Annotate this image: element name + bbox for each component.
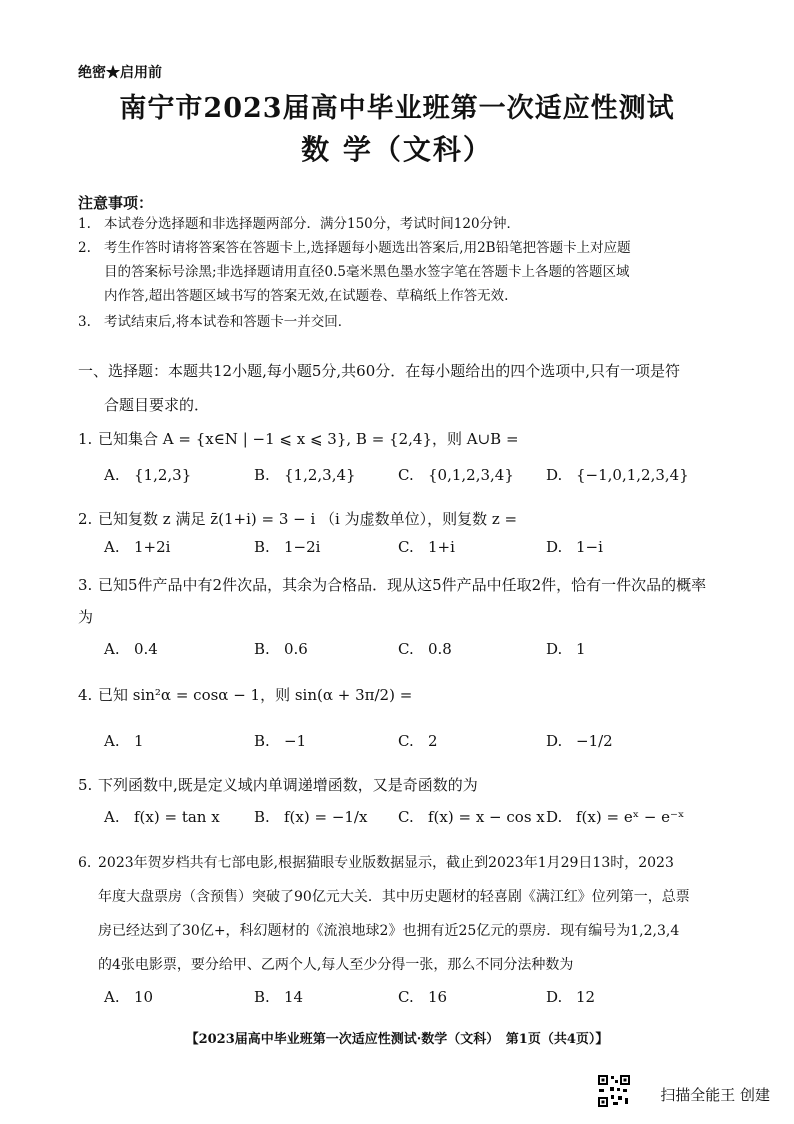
question-4 — [78, 684, 728, 705]
option-value: 1 — [134, 732, 144, 750]
notice-num: 1. — [78, 216, 91, 232]
notice-continuation: 内作答,超出答题区域书写的答案无效,在试题卷、草稿纸上作答无效. — [104, 288, 509, 304]
options-row — [0, 732, 794, 752]
option-value: −1/2 — [576, 732, 613, 750]
option-value: 1+i — [428, 538, 455, 556]
question-continuation: 年度大盘票房（含预售）突破了90亿元大关．其中历史题材的轻喜剧《满江红》位列第一，总票 — [98, 889, 690, 905]
option-value: f(x) = −1/x — [284, 808, 368, 826]
question-number: 3. — [78, 576, 93, 594]
option-label: A. — [104, 808, 120, 826]
option-value: −1 — [284, 732, 307, 750]
question-text: 2023年贺岁档共有七部电影,根据猫眼专业版数据显示，截止到2023年1月29日13时，2023 — [98, 855, 674, 871]
option-label: A. — [104, 466, 120, 484]
option-label: B. — [254, 640, 270, 658]
option-value: {1,2,3} — [134, 466, 192, 484]
option-value: f(x) = eˣ − e⁻ˣ — [576, 808, 685, 826]
question-6 — [78, 852, 728, 872]
question-text: 已知 sin²α = cosα − 1，则 sin(α + 3π/2) = — [98, 686, 413, 704]
option-value: {0,1,2,3,4} — [428, 466, 514, 484]
question-continuation: 为 — [78, 608, 94, 626]
option-label: D. — [546, 732, 563, 750]
exam-title: 南宁市2023届高中毕业班第一次适应性测试 — [119, 93, 675, 124]
option-value: 16 — [428, 988, 448, 1006]
option-label: D. — [546, 808, 563, 826]
question-number: 2. — [78, 510, 93, 528]
notice-text: 考试结束后,将本试卷和答题卡一并交回． — [104, 314, 352, 330]
options-row — [0, 988, 794, 1008]
option-value: f(x) = tan x — [134, 808, 220, 826]
option-value: 1+2i — [134, 538, 171, 556]
options-row — [0, 538, 794, 558]
section-heading — [78, 354, 728, 422]
question-1 — [78, 428, 728, 449]
option-value: {−1,0,1,2,3,4} — [576, 466, 689, 484]
question-text: 已知5件产品中有2件次品，其余为合格品．现从这5件产品中任取2件，恰有一件次品的概率 — [98, 576, 707, 594]
page-footer: 【2023届高中毕业班第一次适应性测试·数学（文科） 第1页（共4页）】 — [185, 1032, 609, 1047]
option-label: C. — [398, 808, 414, 826]
option-label: C. — [398, 538, 414, 556]
qr-code-icon — [597, 1074, 631, 1108]
notice-continuation: 目的答案标号涂黑;非选择题请用直径0.5毫米黑色墨水签字笔在答题卡上各题的答题区域 — [104, 264, 630, 280]
question-number: 1. — [78, 430, 93, 448]
question-text: 已知集合 A = {x∈N | −1 ⩽ x ⩽ 3}, B = {2,4}，则 A∪B = — [98, 430, 519, 448]
notice-text: 本试卷分选择题和非选择题两部分．满分150分，考试时间120分钟． — [104, 216, 521, 232]
option-label: B. — [254, 538, 270, 556]
option-label: D. — [546, 640, 563, 658]
notice-item — [78, 212, 728, 236]
question-number: 6. — [78, 855, 92, 871]
option-label: B. — [254, 732, 270, 750]
question-5 — [78, 774, 728, 795]
question-text: 已知复数 z 满足 z̄(1+i) = 3 − i （i 为虚数单位），则复数 z = — [98, 510, 518, 528]
option-value: 14 — [284, 988, 304, 1006]
option-value: 0.4 — [134, 640, 158, 658]
options-row — [0, 808, 794, 828]
option-value: 10 — [134, 988, 154, 1006]
question-3 — [78, 574, 728, 595]
option-value: 0.8 — [428, 640, 452, 658]
notice-item — [78, 236, 728, 260]
option-label: C. — [398, 640, 414, 658]
option-value: 0.6 — [284, 640, 308, 658]
option-label: B. — [254, 988, 270, 1006]
question-number: 5. — [78, 776, 93, 794]
question-continuation: 房已经达到了30亿+，科幻题材的《流浪地球2》也拥有近25亿元的票房．现有编号为1,2,3,4 — [98, 923, 680, 939]
option-value: 1−2i — [284, 538, 321, 556]
scanner-watermark: 扫描全能王 创建 — [660, 1086, 770, 1104]
option-label: C. — [398, 732, 414, 750]
options-row — [0, 640, 794, 660]
options-row — [0, 466, 794, 486]
question-2 — [78, 508, 728, 529]
option-label: D. — [546, 988, 563, 1006]
question-text: 下列函数中,既是定义域内单调递增函数，又是奇函数的为 — [98, 776, 478, 794]
notice-text: 考生作答时请将答案答在答题卡上,选择题每小题选出答案后,用2B铅笔把答题卡上对应题 — [104, 240, 631, 256]
option-value: f(x) = x − cos x — [428, 808, 545, 826]
option-label: B. — [254, 466, 270, 484]
option-label: C. — [398, 466, 414, 484]
question-number: 4. — [78, 686, 93, 704]
option-label: D. — [546, 466, 563, 484]
notice-item — [78, 310, 728, 334]
option-label: D. — [546, 538, 563, 556]
section-line: 合题目要求的． — [104, 396, 210, 414]
secret-label: 绝密★启用前 — [78, 65, 162, 81]
exam-subtitle: 数 学（文科） — [301, 133, 493, 166]
question-continuation: 的4张电影票，要分给甲、乙两个人,每人至少分得一张，那么不同分法种数为 — [98, 957, 574, 973]
option-value: {1,2,3,4} — [284, 466, 356, 484]
option-label: A. — [104, 732, 120, 750]
notice-num: 3. — [78, 314, 91, 330]
option-value: 2 — [428, 732, 438, 750]
option-value: 1 — [576, 640, 586, 658]
option-label: C. — [398, 988, 414, 1006]
option-label: A. — [104, 538, 120, 556]
option-label: A. — [104, 988, 120, 1006]
notice-heading: 注意事项： — [78, 194, 154, 212]
option-label: A. — [104, 640, 120, 658]
section-line: 一、选择题：本题共12小题,每小题5分,共60分．在每小题给出的四个选项中,只有一项是符 — [78, 362, 681, 380]
notice-num: 2. — [78, 240, 91, 256]
option-label: B. — [254, 808, 270, 826]
option-value: 12 — [576, 988, 596, 1006]
option-value: 1−i — [576, 538, 603, 556]
